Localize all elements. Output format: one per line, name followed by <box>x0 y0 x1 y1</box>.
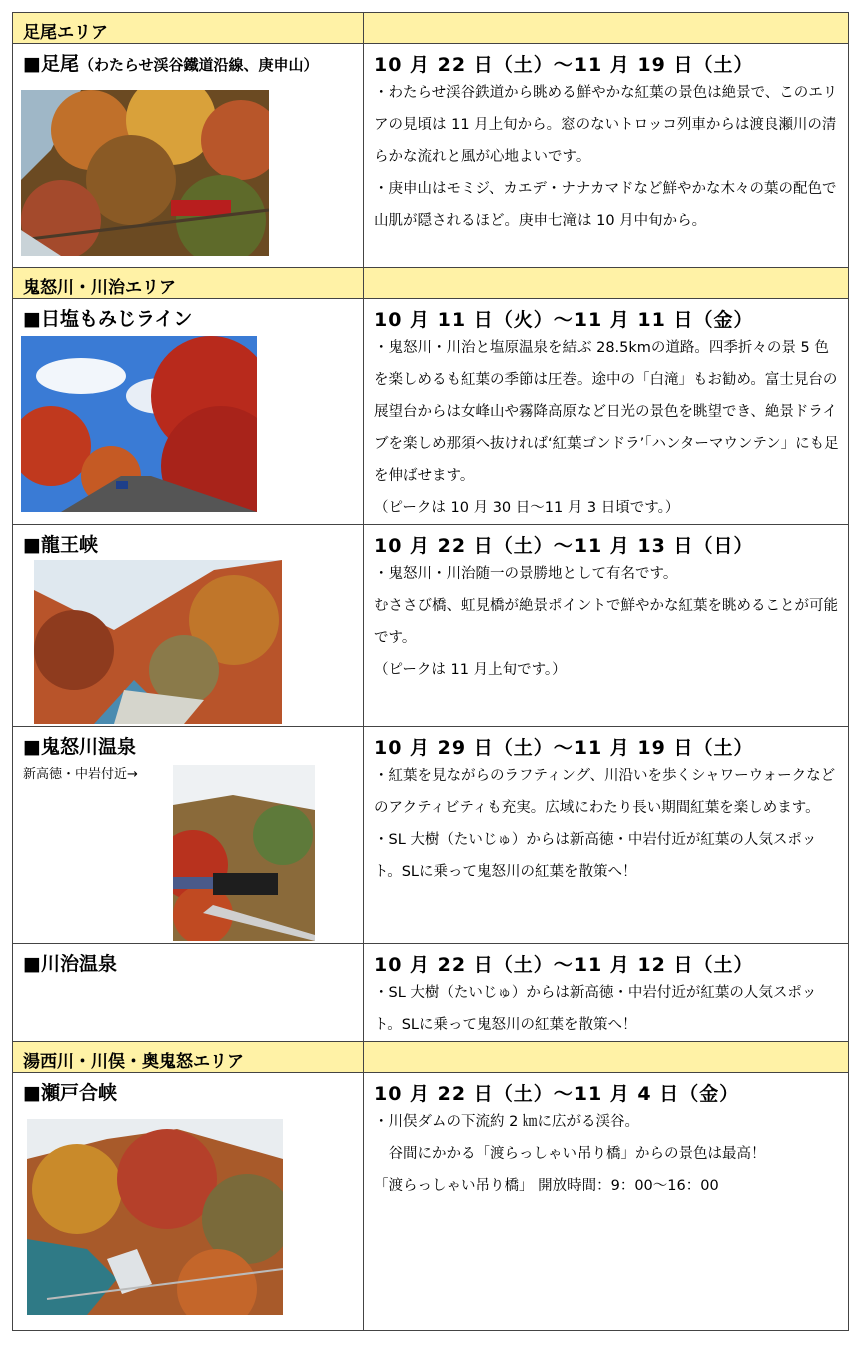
spot-name: ■龍王峡 <box>23 534 98 556</box>
photo-location-note: 新高徳・中岩付近→ <box>23 767 138 782</box>
spot-description: ・川俣ダムの下流約 2 ㎞に広がる渓谷。 谷間にかかる「渡らっしゃい吊り橋」からの景色は最高！ 「渡らっしゃい吊り橋」 開放時間：9：00〜16：00 <box>374 1114 766 1194</box>
spot-description: ・鬼怒川・川治随一の景勝地として有名です。 むささび橋、虹見橋が絶景ポイントで鮮やかな紅葉を眺めることが可能です。 （ピークは 11 月上旬です。） <box>374 566 838 678</box>
spot-row-nichien <box>13 299 849 525</box>
area-row-yunishigawa <box>13 1042 849 1073</box>
ashio-train-photo <box>21 90 269 256</box>
spot-name: ■日塩もみじライン <box>23 308 193 330</box>
season-date: 10 月 29 日（土）〜11 月 19 日（土） <box>374 737 754 759</box>
spot-row-kawaji-onsen <box>13 944 849 1042</box>
area-title: 足尾エリア <box>23 23 108 43</box>
area-title: 鬼怒川・川治エリア <box>23 278 176 298</box>
season-date: 10 月 22 日（土）〜11 月 19 日（土） <box>374 54 754 76</box>
spot-description: ・鬼怒川・川治と塩原温泉を結ぶ 28.5kmの道路。四季折々の景 5 色を楽しめるも紅葉の季節は圧巻。途中の「白滝」もお勧め。富士見台の展望台からは女峰山や霧降高原など日光の景色を眺望でき、絶景ドライブを楽しめ那須へ抜ければ‘紅葉ゴンドラ’「ハンターマウンテン」にも足を伸ばせます。 （ピークは 10 月 30 日〜11 月 3 日頃です。） <box>374 340 839 516</box>
area-row-kinugawa <box>13 268 849 299</box>
spot-row-setoai <box>13 1073 849 1331</box>
spot-row-kinugawa-onsen <box>13 727 849 944</box>
spot-description: ・SL 大樹（たいじゅ）からは新高徳・中岩付近が紅葉の人気スポット。SLに乗って鬼怒川の紅葉を散策へ！ <box>374 985 817 1033</box>
autumn-leaves-table <box>12 12 849 1331</box>
season-date: 10 月 22 日（土）〜11 月 13 日（日） <box>374 535 754 557</box>
season-date: 10 月 22 日（土）〜11 月 4 日（金） <box>374 1083 740 1105</box>
spot-name: ■瀬戸合峡 <box>23 1082 117 1104</box>
area-title: 湯西川・川俣・奥鬼怒エリア <box>23 1052 244 1072</box>
sl-taiju-photo <box>173 765 315 941</box>
spot-name: ■鬼怒川温泉 <box>23 736 136 758</box>
spot-row-ashio <box>13 44 849 268</box>
season-date: 10 月 22 日（土）〜11 月 12 日（土） <box>374 954 754 976</box>
spot-name: ■足尾（わたらせ渓谷鐵道沿線、庚申山） <box>23 53 319 75</box>
ryuokyo-gorge-photo <box>34 560 282 724</box>
spot-description: ・わたらせ渓谷鉄道から眺める鮮やかな紅葉の景色は絶景で、このエリアの見頃は 11 月上旬から。窓のないトロッコ列車からは渡良瀬川の清らかな流れと風が心地よいです。 ・庚申山はモミジ、カエデ・ナナカマドなど鮮やかな木々の葉の配色で山肌が隠されるほど。庚申七滝は 10 月中旬から。 <box>374 85 838 229</box>
spot-name: ■川治温泉 <box>23 953 117 975</box>
area-row-ashio <box>13 13 849 44</box>
season-date: 10 月 11 日（火）〜11 月 11 日（金） <box>374 309 754 331</box>
spot-row-ryuokyo <box>13 525 849 727</box>
spot-description: ・紅葉を見ながらのラフティング、川沿いを歩くシャワーウォークなどのアクティビティも充実。広域にわたり長い期間紅葉を楽しめます。 ・SL 大樹（たいじゅ）からは新高徳・中岩付近が紅葉の人気スポット。SLに乗って鬼怒川の紅葉を散策へ！ <box>374 768 836 880</box>
momiji-line-photo <box>21 336 257 512</box>
setoai-gorge-photo <box>27 1119 283 1315</box>
